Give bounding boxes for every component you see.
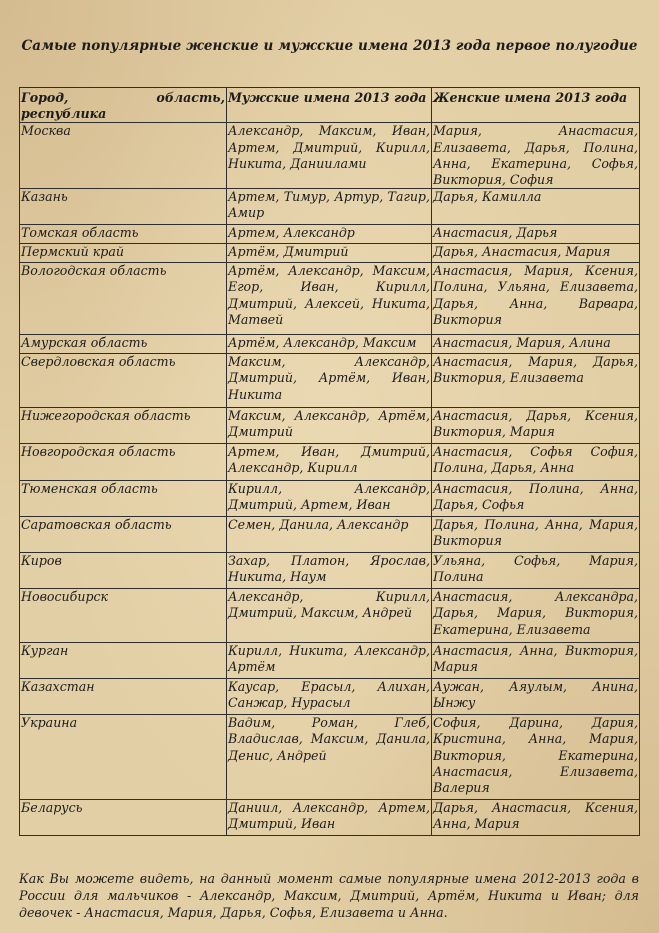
table-row bbox=[20, 517, 640, 553]
cell-female-names: Дарья, Камилла bbox=[432, 189, 640, 225]
cell-city: Казань bbox=[20, 189, 227, 225]
cell-city: Тюменская область bbox=[20, 481, 227, 517]
cell-city: Курган bbox=[20, 643, 227, 679]
footer-note: Как Вы можете видеть, на данный момент самые популярные имена 2012-2013 года в России для мальчиков - Александр, Максим, Дмитрий, Артём, Никита и Иван; для девочек - Анастасия, Мария, Дарья, Софья, Елизавета и Анна. bbox=[19, 871, 639, 920]
cell-male-names: Артём, Александр, Максим bbox=[227, 335, 432, 354]
cell-female-names: Мария, Анастасия, Елизавета, Дарья, Полина, Анна, Екатерина, Софья, Виктория, София bbox=[433, 123, 638, 188]
cell-city: Москва bbox=[20, 123, 227, 189]
cell-female-names: Анастасия, Мария, Ксения, Полина, Ульяна, Елизавета, Дарья, Анна, Варвара, Виктория bbox=[432, 263, 640, 335]
cell-male-names: Артём, Дмитрий bbox=[227, 244, 432, 263]
cell-male-names: Семен, Данила, Александр bbox=[227, 517, 432, 553]
cell-female-names: Анастасия, Мария, Алина bbox=[432, 335, 640, 354]
header-female-names: Женские имена 2013 года bbox=[432, 88, 640, 123]
table-row bbox=[20, 715, 640, 800]
cell-female-names: Дарья, Анастасия, Ксения, Анна, Мария bbox=[432, 800, 640, 836]
cell-male-names: Кирилл, Александр, Дмитрий, Артем, Иван bbox=[227, 481, 432, 517]
table-row bbox=[20, 444, 640, 481]
cell-male-names: Артём, Александр, Максим, Егор, Иван, Кирилл, Дмитрий, Алексей, Никита, Матвей bbox=[227, 263, 432, 335]
table-row bbox=[20, 679, 640, 715]
cell-city: Вологодская область bbox=[20, 263, 227, 335]
cell-city: Киров bbox=[20, 553, 227, 589]
cell-city: Украина bbox=[20, 715, 227, 800]
table-row bbox=[20, 335, 640, 354]
table-row bbox=[20, 263, 640, 335]
cell-city: Казахстан bbox=[20, 679, 227, 715]
header-male-names: Мужские имена 2013 года bbox=[227, 88, 432, 123]
cell-female-names: Анастасия, Софья София, Полина, Дарья, Анна bbox=[432, 444, 640, 481]
page-title: Самые популярные женские и мужские имена 2013 года первое полугодие bbox=[21, 38, 638, 54]
cell-male-names: Максим, Александр, Артём, Дмитрий bbox=[227, 408, 432, 444]
cell-city: Саратовская область bbox=[20, 517, 227, 553]
table-row bbox=[20, 553, 640, 589]
cell-female-names: Анастасия, Дарья bbox=[432, 225, 640, 244]
cell-female-names: Анастасия, Мария, Дарья, Виктория, Елизавета bbox=[432, 354, 640, 408]
cell-female-names: Дарья, Анастасия, Мария bbox=[432, 244, 640, 263]
cell-male-names: Артем, Иван, Дмитрий, Александр, Кирилл bbox=[227, 444, 432, 481]
cell-male-names: Вадим, Роман, Глеб, Владислав, Максим, Данила, Денис, Андрей bbox=[227, 715, 432, 800]
cell-female-names: Дарья, Полина, Анна, Мария, Виктория bbox=[432, 517, 640, 553]
cell-female-names: Ульяна, Софья, Мария, Полина bbox=[432, 553, 640, 589]
cell-city: Пермский край bbox=[20, 244, 227, 263]
table-row bbox=[20, 589, 640, 643]
cell-male-names: Артем, Александр bbox=[227, 225, 432, 244]
cell-male-names: Каусар, Ерасыл, Алихан, Санжар, Нурасыл bbox=[227, 679, 432, 715]
cell-male-names: Даниил, Александр, Артем, Дмитрий, Иван bbox=[227, 800, 432, 836]
cell-female-names: Анастасия, Анна, Виктория, Мария bbox=[432, 643, 640, 679]
table-row bbox=[20, 354, 640, 408]
cell-male-names: Максим, Александр, Дмитрий, Артём, Иван, Никита bbox=[227, 354, 432, 408]
table-row bbox=[20, 244, 640, 263]
cell-female-names: Анастасия, Александра, Дарья, Мария, Виктория, Екатерина, Елизавета bbox=[432, 589, 640, 643]
cell-female-names: Аужан, Аяулым, Анина, Ынжу bbox=[432, 679, 640, 715]
cell-female-names: Анастасия, Полина, Анна, Дарья, Софья bbox=[432, 481, 640, 517]
cell-city: Новосибирск bbox=[20, 589, 227, 643]
table-row bbox=[20, 225, 640, 244]
cell-male-names: Захар, Платон, Ярослав, Никита, Наум bbox=[227, 553, 432, 589]
cell-male-names: Александр, Кирилл, Дмитрий, Максим, Андрей bbox=[227, 589, 432, 643]
header-city: Город, область, республика bbox=[20, 88, 227, 123]
table-header-row bbox=[20, 88, 640, 123]
table-row bbox=[20, 481, 640, 517]
table-row bbox=[20, 123, 640, 189]
cell-male-names: Артем, Тимур, Артур, Тагир, Амир bbox=[227, 189, 432, 225]
cell-city: Свердловская область bbox=[20, 354, 227, 408]
cell-city: Новгородская область bbox=[20, 444, 227, 481]
table-row bbox=[20, 408, 640, 444]
cell-male-names: Александр, Максим, Иван, Артем, Дмитрий, Кирилл, Никита, Даниилами bbox=[227, 123, 432, 189]
names-table bbox=[19, 87, 640, 836]
cell-city: Томская область bbox=[20, 225, 227, 244]
cell-female-names: София, Дарина, Дария, Кристина, Анна, Мария, Виктория, Екатерина, Анастасия, Елизавета, Валерия bbox=[432, 715, 640, 800]
cell-city: Амурская область bbox=[20, 335, 227, 354]
table-row bbox=[20, 800, 640, 836]
cell-male-names: Кирилл, Никита, Александр, Артём bbox=[227, 643, 432, 679]
cell-city: Нижегородская область bbox=[20, 408, 227, 444]
cell-female-names: Анастасия, Дарья, Ксения, Виктория, Мария bbox=[432, 408, 640, 444]
table-row bbox=[20, 643, 640, 679]
cell-city: Беларусь bbox=[20, 800, 227, 836]
table-row bbox=[20, 189, 640, 225]
